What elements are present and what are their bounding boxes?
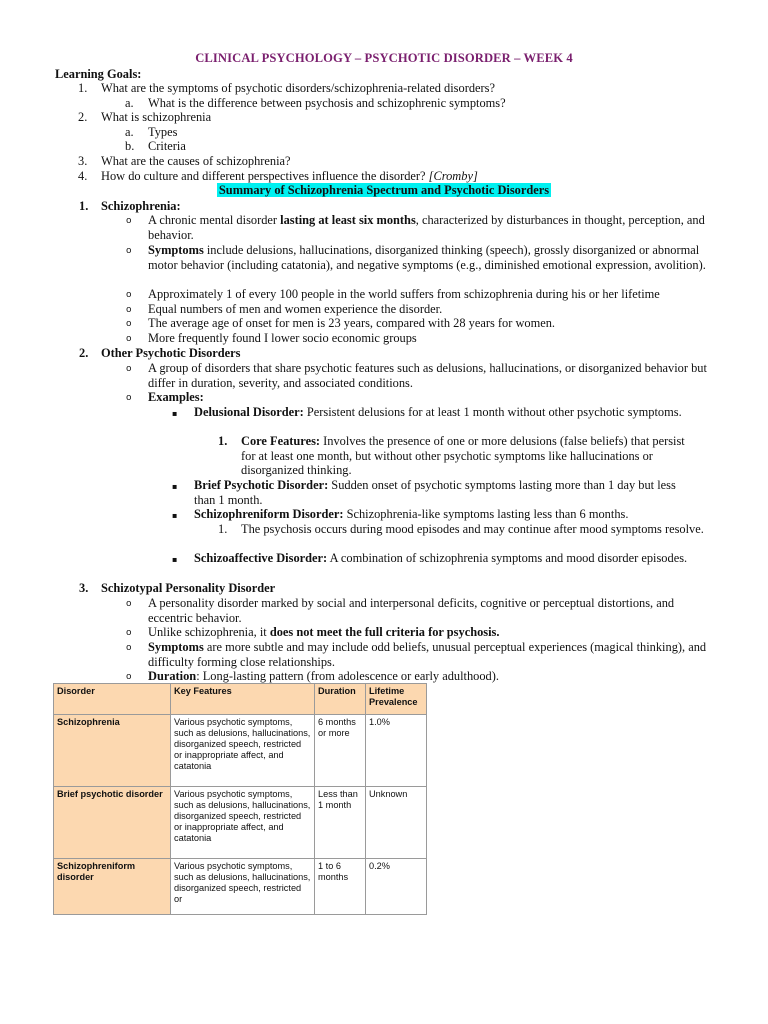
list-item (148, 640, 714, 669)
bold-text: Brief Psychotic Disorder: (194, 478, 329, 492)
column-header: Duration (315, 684, 366, 715)
text: are more subtle and may include odd beliefs, unusual perceptual experiences (magical thinking), and difficulty forming close relationships. (148, 640, 707, 669)
bullet-circle-icon: o (126, 216, 132, 226)
prevalence-cell: 1.0% (366, 715, 427, 787)
bullet-circle-icon: o (126, 319, 132, 329)
bullet-square-icon: ▪ (172, 482, 178, 491)
goal-num: a. (125, 96, 134, 110)
goal-text: Types (148, 125, 178, 139)
prevalence-cell: 0.2% (366, 859, 427, 915)
summary-heading-row (0, 183, 768, 198)
list-item (194, 507, 628, 522)
bullet-circle-icon: o (126, 393, 132, 403)
summary-heading: Summary of Schizophrenia Spectrum and Psychotic Disorders (218, 183, 550, 197)
table-row (54, 859, 427, 915)
text: : Long-lasting pattern (from adolescence or early adulthood). (196, 669, 499, 683)
bullet-circle-icon: o (126, 628, 132, 638)
goal-num: 3. (78, 154, 88, 168)
bullet-circle-icon: o (126, 334, 132, 344)
goal-num: 4. (78, 169, 88, 183)
text: A chronic mental disorder (148, 213, 281, 227)
bullet-circle-icon: o (126, 290, 132, 300)
goal-text: Criteria (148, 139, 186, 153)
goal-text: What is schizophrenia (101, 110, 212, 124)
bold-text: Duration (148, 669, 197, 683)
list-item (194, 405, 694, 420)
text: A combination of schizophrenia symptoms and mood disorder episodes. (327, 551, 688, 565)
goal-num: 1. (78, 81, 88, 95)
bold-text: Core Features: (241, 434, 321, 448)
list-item (148, 669, 499, 684)
bold-text: Delusional Disorder: (194, 405, 304, 419)
section-heading: Schizophrenia: (101, 199, 181, 213)
list-item (148, 243, 708, 272)
page-title: CLINICAL PSYCHOLOGY – PSYCHOTIC DISORDER – WEEK 4 (195, 51, 573, 65)
bold-text: Schizoaffective Disorder: (194, 551, 328, 565)
sub-number: 1. (218, 434, 228, 448)
bold-text: Schizophreniform Disorder: (194, 507, 344, 521)
bold-text: lasting at least six months (280, 213, 416, 227)
list-item: A personality disorder marked by social and interpersonal deficits, cognitive or perceptual distortions, and eccentric behavior. (148, 596, 675, 625)
section-heading: Schizotypal Personality Disorder (101, 581, 276, 595)
list-item (194, 551, 694, 566)
text: , characterized by disturbances in thought, perception, and behavior. (148, 213, 705, 242)
bold-text: does not meet the full criteria for psychosis. (269, 625, 500, 639)
list-item: Approximately 1 of every 100 people in the world suffers from schizophrenia during his or her lifetime (148, 287, 660, 301)
list-item (148, 625, 499, 640)
section-number: 2. (79, 346, 89, 360)
list-item: A group of disorders that share psychotic features such as delusions, hallucinations, or disorganized behavior but differ in duration, severity, and associated conditions. (148, 361, 707, 390)
list-item (194, 478, 700, 507)
goal-text: What are the symptoms of psychotic disorders/schizophrenia-related disorders? (101, 81, 495, 95)
features-cell: Various psychotic symptoms, such as delusions, hallucinations, disorganized speech, restricted or inappropriate affect, and catatonia (171, 715, 315, 787)
goal-num: a. (125, 125, 134, 139)
features-cell: Various psychotic symptoms, such as delusions, hallucinations, disorganized speech, restricted or (171, 859, 315, 915)
text: Schizophrenia-like symptoms lasting less than 6 months. (343, 507, 629, 521)
column-header: Disorder (54, 684, 171, 715)
column-header: Key Features (171, 684, 315, 715)
list-item: More frequently found I lower socio economic groups (148, 331, 417, 345)
features-cell: Various psychotic symptoms, such as delusions, hallucinations, disorganized speech, restricted or inappropriate affect, and catatonia (171, 787, 315, 859)
text: Sudden onset of psychotic symptoms lasting more than 1 day but less than 1 month. (194, 478, 676, 507)
section-heading: Other Psychotic Disorders (101, 346, 241, 360)
bullet-circle-icon: o (126, 305, 132, 315)
duration-cell: Less than 1 month (315, 787, 366, 859)
list-item (148, 213, 708, 242)
sub-number: 1. (218, 522, 228, 536)
goal-num: 2. (78, 110, 88, 124)
duration-cell: 6 months or more (315, 715, 366, 787)
list-item (241, 434, 696, 478)
table-row (54, 787, 427, 859)
bullet-square-icon: ▪ (172, 409, 178, 418)
text: Involves the presence of one or more delusions (false beliefs) that persist for at least one month, but without other psychotic symptoms like hallucinations or disorganized thinking. (241, 434, 685, 478)
bullet-circle-icon: o (126, 643, 132, 653)
bullet-circle-icon: o (126, 246, 132, 256)
bullet-circle-icon: o (126, 364, 132, 374)
goal-num: b. (125, 139, 135, 153)
column-header: Lifetime Prevalence (366, 684, 427, 715)
table-row (54, 715, 427, 787)
text: include delusions, hallucinations, disorganized thinking (speech), grossly disorganized or abnormal motor behavior (including catatonia), and negative symptoms (e.g., diminished emotional expression, avolition). (148, 243, 706, 272)
table-header-row (54, 684, 427, 715)
bullet-circle-icon: o (126, 672, 132, 682)
learning-goals-heading: Learning Goals: (55, 67, 142, 81)
bold-text: Symptoms (148, 243, 204, 257)
list-item: The average age of onset for men is 23 years, compared with 28 years for women. (148, 316, 556, 330)
prevalence-cell: Unknown (366, 787, 427, 859)
bold-text: Symptoms (148, 640, 204, 654)
text: Unlike schizophrenia, it (148, 625, 270, 639)
section-number: 3. (79, 581, 89, 595)
section-number: 1. (79, 199, 89, 213)
goal-text-row (101, 169, 478, 184)
disorder-cell: Schizophreniform disorder (54, 859, 171, 915)
list-item: The psychosis occurs during mood episodes and may continue after mood symptoms resolve. (241, 522, 704, 536)
goal-text: What is the difference between psychosis and schizophrenic symptoms? (148, 96, 506, 110)
list-item: Equal numbers of men and women experience the disorder. (148, 302, 443, 316)
disorders-table (53, 683, 427, 915)
goal-text: How do culture and different perspectives influence the disorder? (101, 169, 429, 183)
text: Persistent delusions for at least 1 month without other psychotic symptoms. (303, 405, 682, 419)
examples-label: Examples: (148, 390, 204, 404)
bullet-circle-icon: o (126, 599, 132, 609)
goal-text: What are the causes of schizophrenia? (101, 154, 291, 168)
duration-cell: 1 to 6 months (315, 859, 366, 915)
disorder-cell: Brief psychotic disorder (54, 787, 171, 859)
citation: [Cromby] (428, 169, 478, 183)
bullet-square-icon: ▪ (172, 555, 178, 564)
bullet-square-icon: ▪ (172, 511, 178, 520)
disorder-cell: Schizophrenia (54, 715, 171, 787)
